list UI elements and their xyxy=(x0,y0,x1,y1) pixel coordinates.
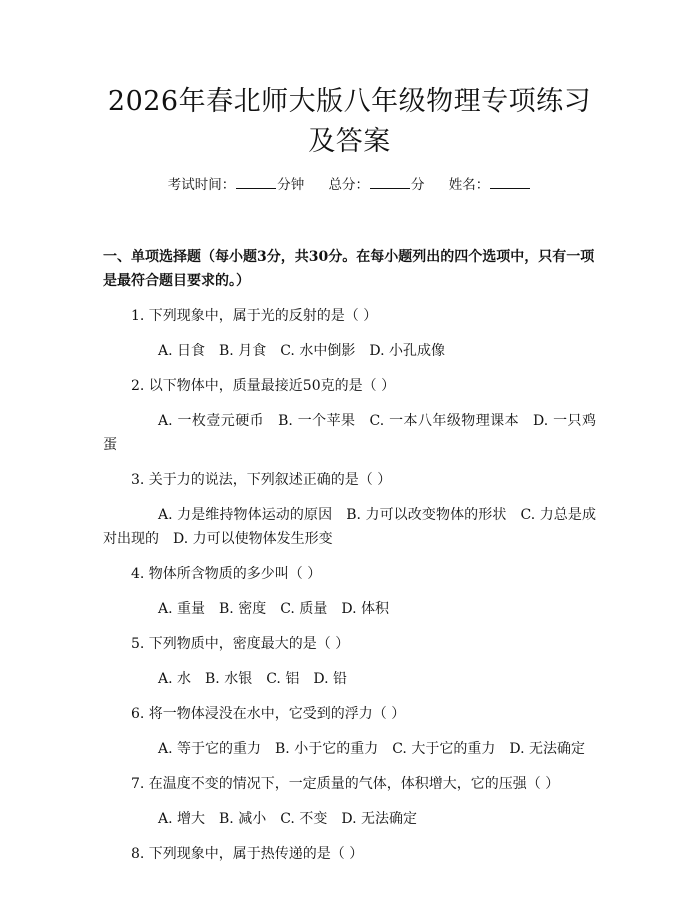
answer-option: B. 一个苹果 xyxy=(278,413,356,429)
total-score-field xyxy=(329,176,425,194)
question-options xyxy=(103,667,596,691)
question-stem: 1. 下列现象中，属于光的反射的是（ ） xyxy=(131,308,378,324)
answer-option: D. 小孔成像 xyxy=(369,343,445,359)
answer-option: D. 无法确定 xyxy=(341,811,417,827)
answer-option: C. 力总是成对出现的 xyxy=(103,507,596,547)
student-name-field xyxy=(449,176,532,194)
answer-option: B. 月食 xyxy=(219,343,267,359)
answer-option: B. 减小 xyxy=(219,811,267,827)
exam-time-blank xyxy=(236,176,276,189)
question-options xyxy=(103,737,596,761)
answer-option: A. 等于它的重力 xyxy=(158,741,262,757)
answer-option: D. 体积 xyxy=(341,601,389,617)
question-stem: 5. 下列物质中，密度最大的是（ ） xyxy=(131,636,350,652)
question-options xyxy=(103,503,596,551)
question-options xyxy=(103,807,596,831)
answer-option: C. 大于它的重力 xyxy=(392,741,496,757)
answer-option: A. 增大 xyxy=(158,811,206,827)
question-stem: 4. 物体所含物质的多少叫（ ） xyxy=(131,566,322,582)
answer-option: D. 力可以使物体发生形变 xyxy=(173,531,333,547)
answer-option: C. 水中倒影 xyxy=(280,343,356,359)
total-score-unit: 分 xyxy=(411,177,425,193)
answer-option: A. 一枚壹元硬币 xyxy=(158,413,265,429)
question-stem: 8. 下列现象中，属于热传递的是（ ） xyxy=(131,846,364,862)
answer-option: A. 重量 xyxy=(158,601,206,617)
answer-option: B. 水银 xyxy=(205,671,253,687)
exam-time-unit: 分钟 xyxy=(277,177,305,193)
page-title: 2026年春北师大版八年级物理专项练习及答案 xyxy=(107,86,592,157)
question-options xyxy=(103,339,596,363)
question-options xyxy=(103,409,596,457)
answer-option: C. 一本八年级物理课本 xyxy=(369,413,520,429)
answer-option: B. 小于它的重力 xyxy=(275,741,379,757)
student-name-label: 姓名： xyxy=(448,177,490,193)
answer-option: A. 日食 xyxy=(158,343,206,359)
question-stem: 7. 在温度不变的情况下，一定质量的气体，体积增大，它的压强（ ） xyxy=(131,776,560,792)
question-stem: 3. 关于力的说法，下列叙述正确的是（ ） xyxy=(131,472,392,488)
answer-option: D. 无法确定 xyxy=(509,741,585,757)
answer-option: A. 力是维持物体运动的原因 xyxy=(158,507,333,523)
student-name-blank xyxy=(490,176,530,189)
answer-option: C. 不变 xyxy=(280,811,328,827)
answer-option: A. 水 xyxy=(158,671,192,687)
answer-option: B. 力可以改变物体的形状 xyxy=(346,507,507,523)
total-score-label: 总分： xyxy=(328,177,369,193)
question-options xyxy=(103,597,596,621)
section-heading: 一、单项选择题（每小题3分，共30分。在每小题列出的四个选项中，只有一项是最符合题目要求的。） xyxy=(103,249,595,289)
answer-option: D. 一只鸡蛋 xyxy=(103,413,596,453)
question-list xyxy=(103,307,596,863)
total-score-blank xyxy=(370,176,410,189)
question-stem: 2. 以下物体中，质量最接近50克的是（ ） xyxy=(131,378,396,394)
answer-option: B. 密度 xyxy=(219,601,267,617)
exam-time-label: 考试时间： xyxy=(167,177,236,193)
answer-option: D. 铅 xyxy=(313,671,347,687)
exam-time-field xyxy=(168,176,305,194)
question-stem: 6. 将一物体浸没在水中，它受到的浮力（ ） xyxy=(131,706,406,722)
exam-meta xyxy=(103,176,596,194)
answer-option: C. 质量 xyxy=(280,601,328,617)
answer-option: C. 铝 xyxy=(266,671,300,687)
